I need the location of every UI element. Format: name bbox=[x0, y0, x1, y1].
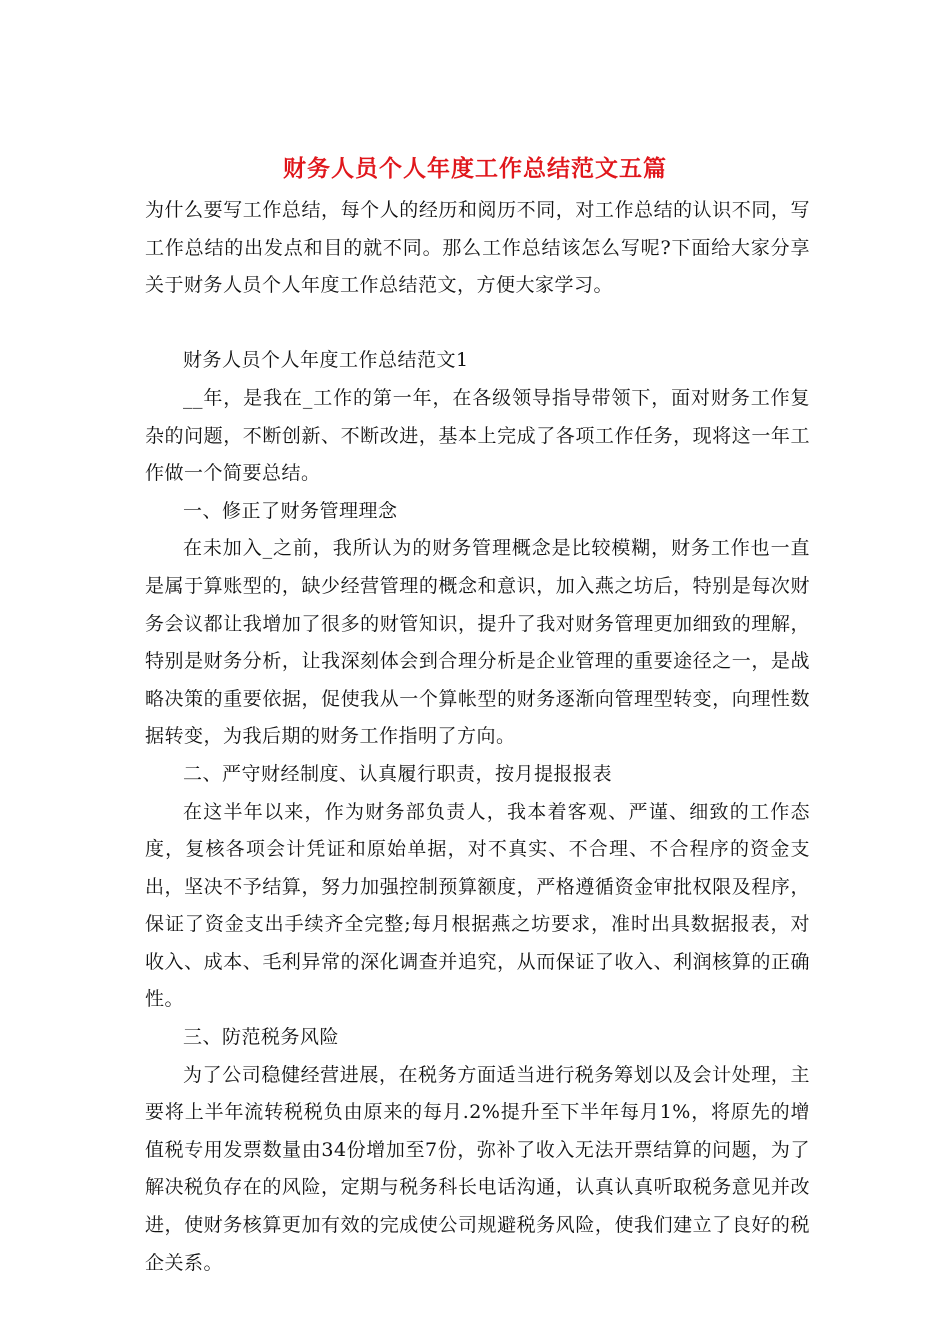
document-title: 财务人员个人年度工作总结范文五篇 bbox=[283, 155, 667, 182]
body-paragraph-3: 为了公司稳健经营进展，在税务方面适当进行税务筹划以及会计处理，主要将上半年流转税税负由原来的每月.2%提升至下半年每月1%，将原先的增值税专用发票数量由34份增加至7份，弥补了收入无法开票结算的问题，为了解决税负存在的风险，定期与税务科长电话沟通，认真认真听取税务意见并改进，使财务核算更加有效的完成使公司规避税务风险，使我们建立了良好的税企关系。 bbox=[145, 1063, 810, 1274]
intro-paragraph: 为什么要写工作总结，每个人的经历和阅历不同，对工作总结的认识不同，写工作总结的出发点和目的就不同。那么工作总结该怎么写呢?下面给大家分享关于财务人员个人年度工作总结范文，方便大家学习。 bbox=[145, 199, 810, 297]
section-title: 财务人员个人年度工作总结范文1 bbox=[183, 349, 469, 372]
heading-3: 三、防范税务风险 bbox=[183, 1026, 340, 1049]
body-paragraph-2: 在这半年以来，作为财务部负责人，我本着客观、严谨、细致的工作态度，复核各项会计凭证和原始单据，对不真实、不合理、不合程序的资金支出，坚决不予结算，努力加强控制预算额度，严格遵循资金审批权限及程序，保证了资金支出手续齐全完整;每月根据燕之坊要求，准时出具数据报表，对收入、成本、毛利异常的深化调查并追究，从而保证了收入、利润核算的正确性。 bbox=[145, 800, 810, 1011]
body-paragraph-1: 在未加入_之前，我所认为的财务管理概念是比较模糊，财务工作也一直是属于算账型的，缺少经营管理的概念和意识，加入燕之坊后，特别是每次财务会议都让我增加了很多的财管知识，提升了我对财务管理更加细致的理解，特别是财务分析，让我深刻体会到合理分析是企业管理的重要途径之一，是战略决策的重要依据，促使我从一个算帐型的财务逐渐向管理型转变，向理性数据转变，为我后期的财务工作指明了方向。 bbox=[145, 537, 810, 748]
document-body bbox=[145, 192, 810, 1282]
heading-1: 一、修正了财务管理理念 bbox=[183, 499, 398, 522]
body-paragraph-opening: __年，是我在_工作的第一年，在各级领导指导带领下，面对财务工作复杂的问题，不断创新、不断改进，基本上完成了各项工作任务，现将这一年工作做一个简要总结。 bbox=[145, 386, 810, 485]
heading-2: 二、严守财经制度、认真履行职责，按月提报报表 bbox=[183, 762, 613, 785]
blank-line bbox=[145, 305, 810, 343]
